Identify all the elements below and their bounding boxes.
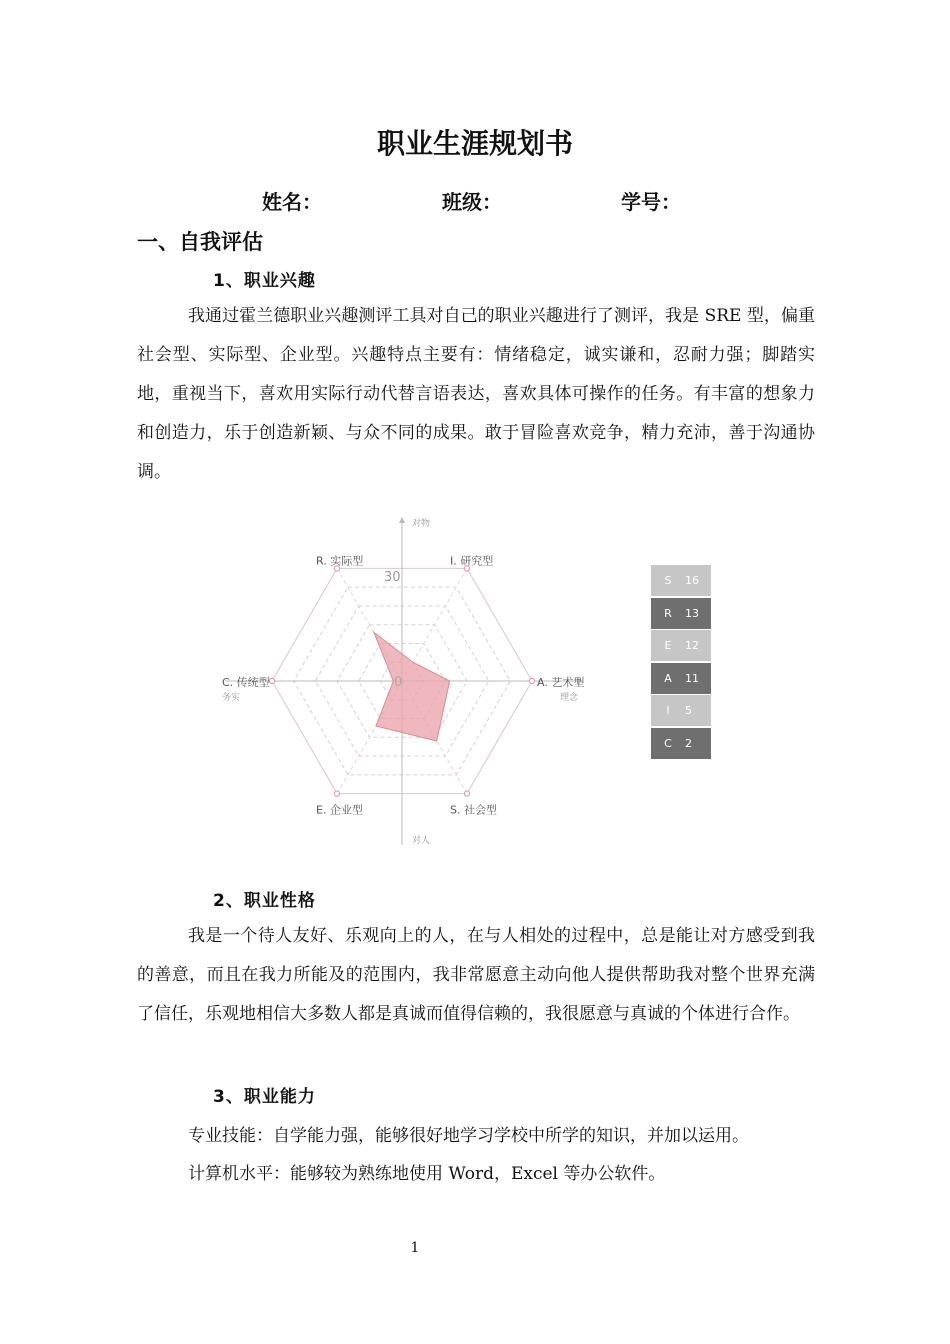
score-code: S	[664, 574, 672, 587]
section-heading-self-assessment: 一、自我评估	[137, 230, 263, 254]
score-code: E	[664, 639, 672, 652]
subheading-career-ability: 3、职业能力	[213, 1087, 316, 1107]
document-title: 职业生涯规划书	[376, 127, 573, 160]
radar-vertex-marker	[464, 791, 469, 796]
interest-paragraph: 我通过霍兰德职业兴趣测评工具对自己的职业兴趣进行了测评，我是 SRE 型，偏重社会型、实际型、企业型。兴趣特点主要有：情绪稳定，诚实谦和，忍耐力强；脚踏实地，重视当下，喜欢用实际行动代替言语表达，喜欢具体可操作的任务。有丰富的想象力和创造力，乐于创造新颖、与众不同的成果。敢于冒险喜欢竞争，精力充沛，善于沟通协调。	[137, 306, 815, 482]
score-code: R	[664, 606, 672, 620]
name-label: 姓名：	[262, 190, 322, 214]
radar-vertex-marker	[529, 678, 534, 683]
radar-axis-label: S. 社会型	[450, 803, 497, 817]
subheading-career-personality: 2、职业性格	[213, 891, 316, 911]
direction-label-right: 理念	[560, 693, 579, 703]
score-value: 12	[685, 639, 699, 652]
personality-paragraph: 我是一个待人友好、乐观向上的人，在与人相处的过程中，总是能让对方感受到我的善意，而且在我力所能及的范围内，我非常愿意主动向他人提供帮助我对整个世界充满了信任，乐观地相信大多数人都是真诚而值得信赖的，我很愿意与真诚的个体进行合作。	[137, 926, 815, 1024]
score-row	[651, 728, 711, 759]
radar-tick-label: 0	[394, 675, 403, 690]
score-row	[651, 663, 711, 694]
radar-axis-label: A. 艺术型	[537, 676, 585, 689]
computer-skill-line: 计算机水平：能够较为熟练地使用 Word，Excel 等办公软件。	[188, 1164, 666, 1184]
score-value: 2	[685, 736, 692, 750]
direction-label-top: 对物	[412, 519, 431, 529]
score-row	[651, 565, 711, 596]
score-code: I	[666, 704, 670, 717]
score-value: 11	[685, 671, 699, 685]
score-table	[651, 565, 711, 760]
score-row	[651, 630, 711, 661]
radar-vertex-marker	[269, 678, 274, 683]
score-code: A	[664, 671, 672, 685]
radar-axis-label: I. 研究型	[450, 554, 494, 568]
radar-vertex-marker	[334, 791, 339, 796]
radar-data-area	[374, 632, 450, 741]
class-label: 班级：	[442, 190, 502, 214]
score-value: 13	[685, 606, 699, 620]
score-row	[651, 695, 711, 726]
radar-axis-label: C. 传统型	[222, 676, 270, 689]
student-info-row	[0, 186, 950, 218]
score-value: 5	[685, 704, 692, 717]
direction-label-left: 务实	[222, 693, 241, 703]
professional-skill-line: 专业技能：自学能力强，能够很好地学习学校中所学的知识，并加以运用。	[188, 1126, 749, 1146]
subheading-career-interest: 1、职业兴趣	[213, 271, 316, 291]
score-value: 16	[685, 574, 699, 587]
student-id-label: 学号：	[621, 190, 681, 214]
radar-axis-label: E. 企业型	[316, 803, 363, 817]
page-number: 1	[410, 1240, 420, 1256]
score-code: C	[664, 736, 672, 750]
radar-data	[374, 632, 450, 741]
radar-axis-label: R. 实际型	[316, 554, 364, 568]
radar-tick-label: 30	[384, 569, 401, 585]
score-row	[651, 598, 711, 629]
direction-label-bottom: 对人	[412, 836, 431, 846]
